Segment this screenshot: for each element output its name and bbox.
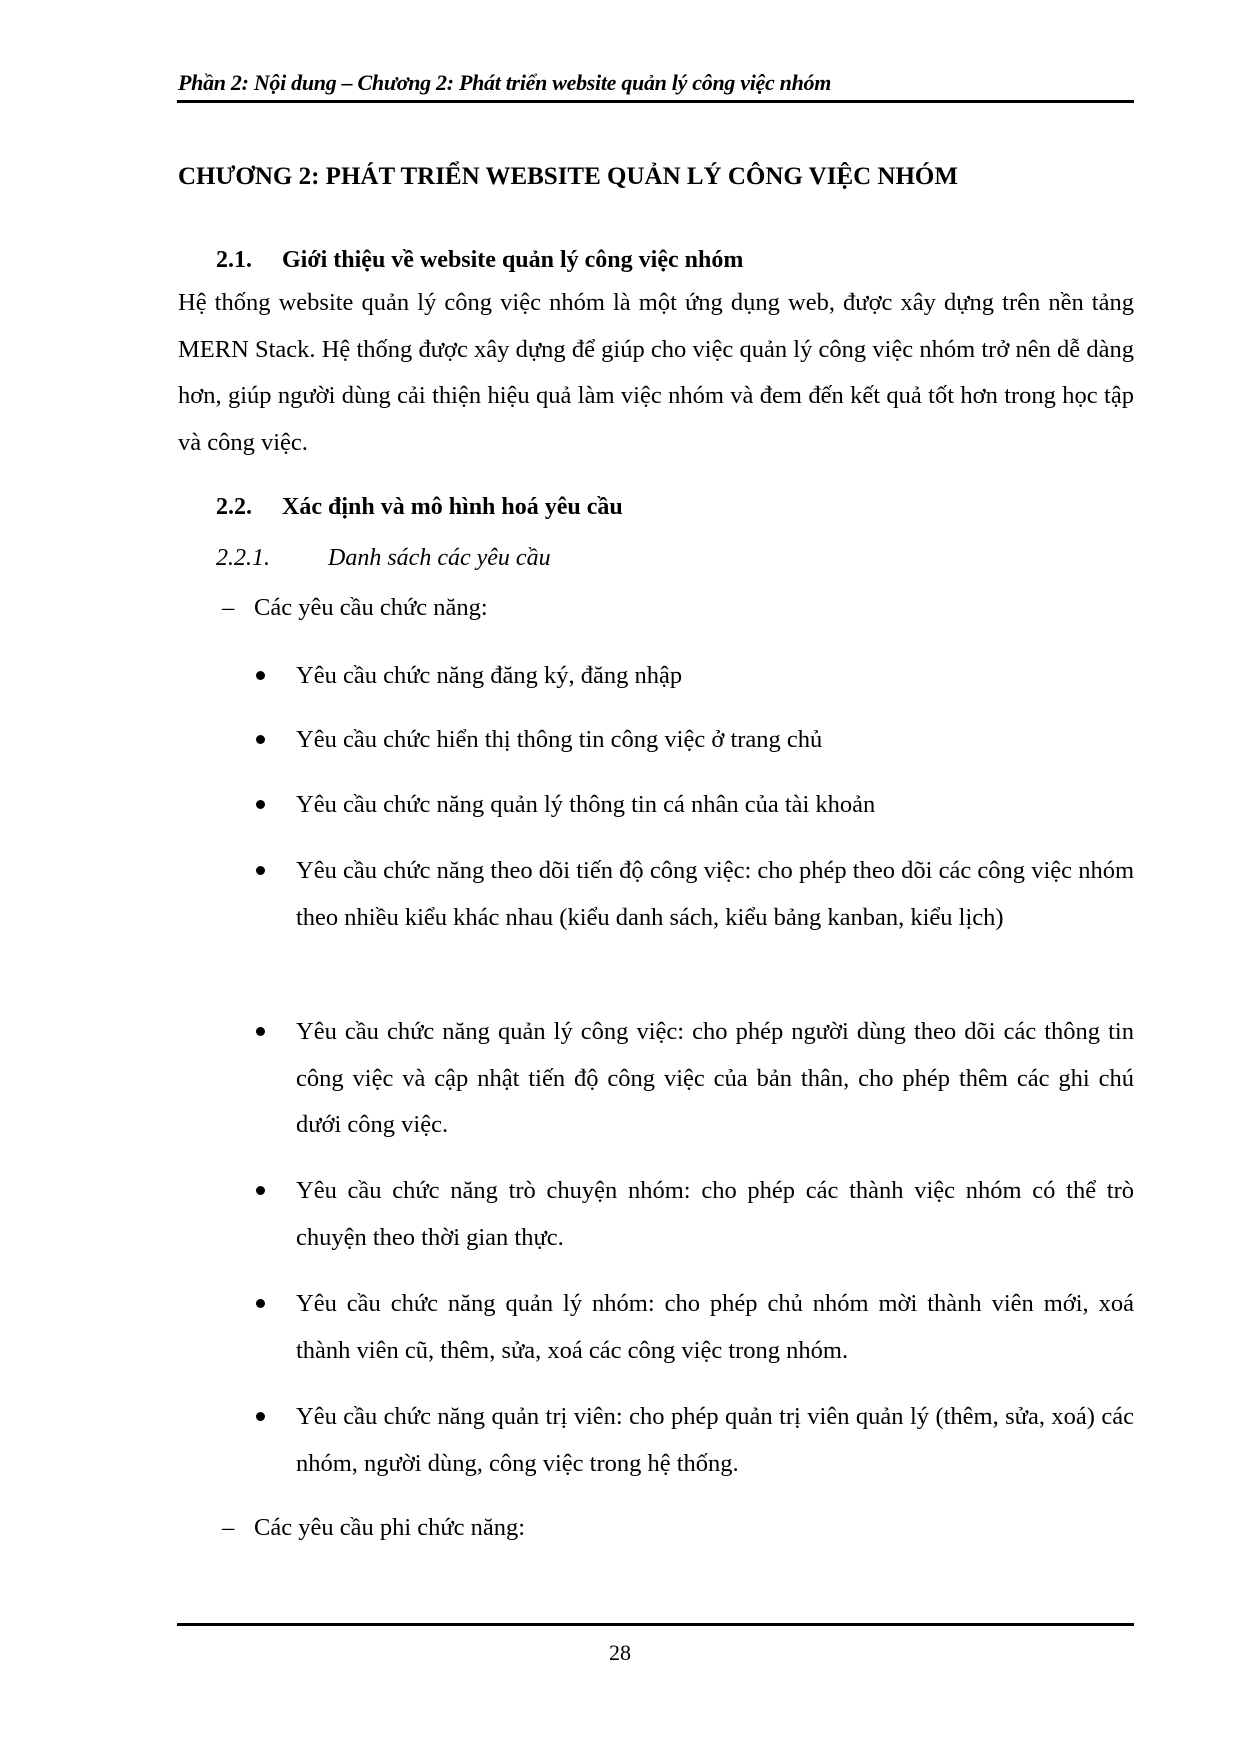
bullet-icon bbox=[256, 1186, 265, 1195]
requirement-item: Yêu cầu chức năng quản lý thông tin cá nhân của tài khoản bbox=[256, 782, 1134, 829]
bullet-icon bbox=[256, 866, 265, 875]
bullet-icon bbox=[256, 671, 265, 680]
requirement-item: Yêu cầu chức năng theo dõi tiến độ công việc: cho phép theo dõi các công việc nhóm theo nhiều kiểu khác nhau (kiểu danh sách, kiểu bảng kanban, kiểu lịch) bbox=[256, 848, 1134, 941]
page-number: 28 bbox=[609, 1640, 631, 1665]
section-title: Giới thiệu về website quản lý công việc nhóm bbox=[282, 247, 744, 273]
dash-item-text: Các yêu cầu phi chức năng: bbox=[254, 1514, 526, 1541]
bullet-icon bbox=[256, 1412, 265, 1421]
chapter-title: CHƯƠNG 2: PHÁT TRIỂN WEBSITE QUẢN LÝ CÔNG VIỆC NHÓM bbox=[178, 163, 958, 190]
section-number: 2.2. bbox=[216, 494, 252, 520]
footer-rule bbox=[177, 1623, 1134, 1626]
running-header: Phần 2: Nội dung – Chương 2: Phát triển website quản lý công việc nhóm bbox=[178, 70, 832, 95]
requirement-item: Yêu cầu chức năng quản lý nhóm: cho phép chủ nhóm mời thành viên mới, xoá thành viên cũ, thêm, sửa, xoá các công việc trong nhóm. bbox=[256, 1281, 1134, 1374]
dash-item-text: Các yêu cầu chức năng: bbox=[254, 594, 488, 621]
requirement-item: Yêu cầu chức năng đăng ký, đăng nhập bbox=[256, 653, 1134, 700]
dash-marker: – bbox=[222, 1514, 235, 1541]
bullet-icon bbox=[256, 1299, 265, 1308]
dash-marker: – bbox=[222, 594, 235, 621]
subsection-title: Danh sách các yêu cầu bbox=[328, 545, 551, 571]
requirement-item: Yêu cầu chức năng quản trị viên: cho phép quản trị viên quản lý (thêm, sửa, xoá) các nhóm, người dùng, công việc trong hệ thống. bbox=[256, 1394, 1134, 1487]
bullet-icon bbox=[256, 1027, 265, 1036]
intro-paragraph: Hệ thống website quản lý công việc nhóm là một ứng dụng web, được xây dựng trên nền tảng MERN Stack. Hệ thống được xây dựng để giúp cho việc quản lý công việc nhóm trở nên dễ dàng hơn, giúp người dùng cải thiện hiệu quả làm việc nhóm và đem đến kết quả tốt hơn trong học tập và công việc. bbox=[178, 289, 1134, 456]
bullet-icon bbox=[256, 735, 265, 744]
requirement-item: Yêu cầu chức năng trò chuyện nhóm: cho phép các thành việc nhóm có thể trò chuyện theo thời gian thực. bbox=[256, 1168, 1134, 1261]
header-rule bbox=[177, 100, 1134, 103]
requirement-item: Yêu cầu chức năng quản lý công việc: cho phép người dùng theo dõi các thông tin công việc và cập nhật tiến độ công việc của bản thân, cho phép thêm các ghi chú dưới công việc. bbox=[256, 1009, 1134, 1149]
section-number: 2.1. bbox=[216, 247, 252, 273]
requirement-item: Yêu cầu chức hiển thị thông tin công việc ở trang chủ bbox=[256, 717, 1134, 764]
subsection-number: 2.2.1. bbox=[216, 545, 270, 571]
bullet-icon bbox=[256, 800, 265, 809]
section-title: Xác định và mô hình hoá yêu cầu bbox=[282, 494, 623, 520]
